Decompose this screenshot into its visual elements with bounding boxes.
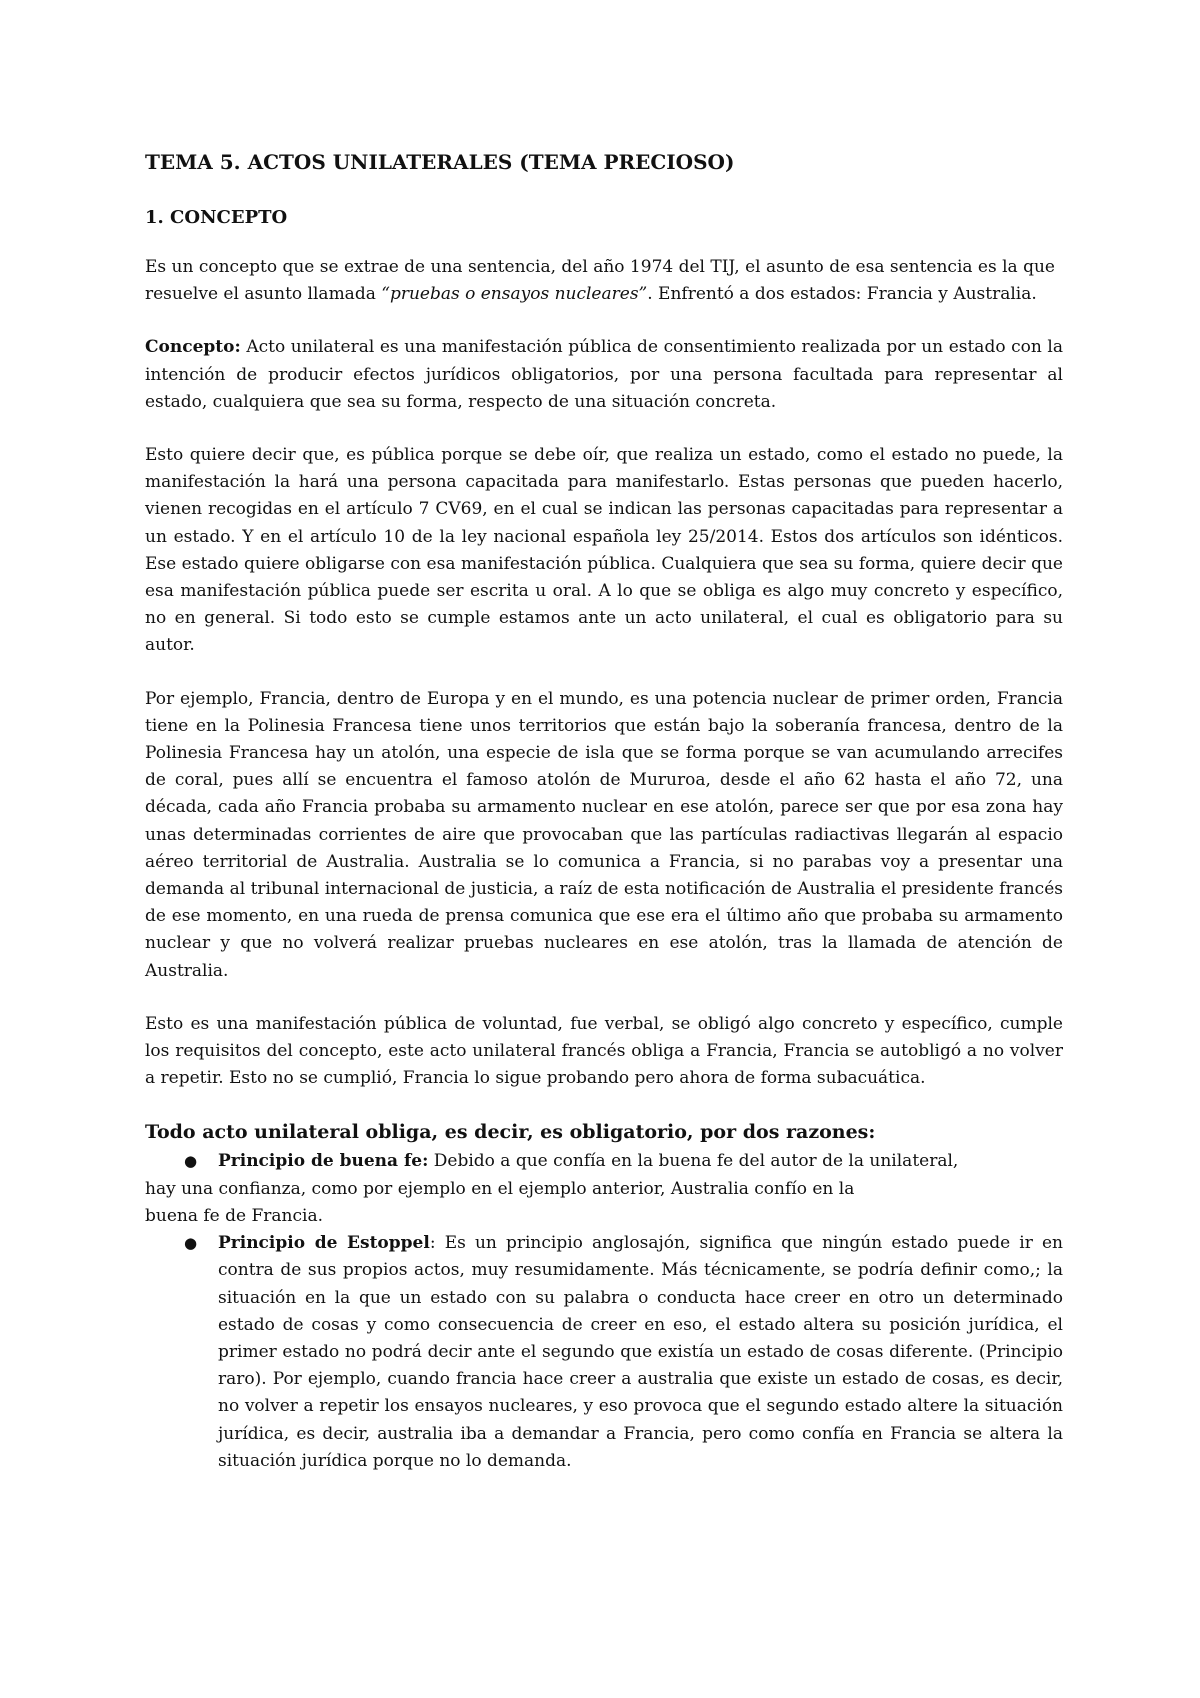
concept-definition: Acto unilateral es una manifestación pública de consentimiento realizada por un estado con la intención de producir efectos jurídicos obligatorios, por una persona facultada para representar al estado, cualquiera que sea su forma, respecto de una situación concreta.: [145, 337, 1063, 412]
concept-paragraph: [145, 334, 1063, 416]
principle-continuation: hay una confianza, como por ejemplo en el ejemplo anterior, Australia confío en la: [145, 1178, 855, 1199]
section-heading: 1. CONCEPTO: [145, 207, 288, 228]
principle-text: : Es un principio anglosajón, significa que ningún estado puede ir en contra de sus propios actos, muy resumidamente. Más técnicamente, se podría definir como,; la situación en la que un estado con su palabra o conducta hace creer en otro un determinado estado de cosas y como consecuencia de creer en eso, el estado altera su posición jurídica, el primer estado no podrá decir ante el segundo que existía un estado de cosas diferente. (Principio raro). Por ejemplo, cuando francia hace creer a australia que existe un estado de cosas, es decir, no volver a repetir los ensayos nucleares, y eso provoca que el segundo estado altere la situación jurídica, es decir, australia iba a demandar a Francia, pero como confía en Francia se altera la situación jurídica porque no lo demanda.: [218, 1233, 1064, 1471]
meaning-paragraph: Esto quiere decir que, es pública porque se debe oír, que realiza un estado, como el estado no puede, la manifestación la hará una persona capacitada para manifestarlo. Estas personas que pueden hacerlo, vienen recogidas en el artículo 7 CV69, en el cual se indican las personas capacitadas para representar a un estado. Y en el artículo 10 de la ley nacional española ley 25/2014. Estos dos artículos son idénticos. Ese estado quiere obligarse con esa manifestación pública. Cualquiera que sea su forma, quiere decir que esa manifestación pública puede ser escrita u oral. A lo que se obliga es algo muy concreto y específico, no en general. Si todo esto se cumple estamos ante un acto unilateral, el cual es obligatorio para su autor.: [145, 445, 1063, 656]
document-title: TEMA 5. ACTOS UNILATERALES (TEMA PRECIOSO): [145, 150, 735, 174]
manifestation-paragraph: Esto es una manifestación pública de voluntad, fue verbal, se obligó algo concreto y específico, cumple los requisitos del concepto, este acto unilateral francés obliga a Francia, Francia se autobligó a no volver a repetir. Esto no se cumplió, Francia lo sigue probando pero ahora de forma subacuática.: [145, 1013, 1063, 1089]
intro-text-start: Es un concepto que se extrae de una sentencia, del año 1974 del TIJ, el asunto de esa sentencia es la que resuelve el asunto llamada: [145, 257, 1055, 305]
principles-list: [145, 1148, 1063, 1474]
bullet-icon: ●: [184, 1152, 198, 1171]
intro-text-end: . Enfrentó a dos estados: Francia y Australia.: [647, 284, 1037, 305]
list-item: [145, 1148, 1063, 1230]
principle-continuation: buena fe de Francia.: [145, 1205, 323, 1226]
example-paragraph: Por ejemplo, Francia, dentro de Europa y en el mundo, es una potencia nuclear de primer orden, Francia tiene en la Polinesia Francesa tiene unos territorios que están bajo la soberanía francesa, dentro de la Polinesia Francesa hay un atolón, una especie de isla que se forma porque se van acumulando arrecifes de coral, pues allí se encuentra el famoso atolón de Mururoa, desde el año 62 hasta el año 72, una década, cada año Francia probaba su armamento nuclear en ese atolón, parece ser que por esa zona hay unas determinadas corrientes de aire que provocaban que las partículas radiactivas llegarán al espacio aéreo territorial de Australia. Australia se lo comunica a Francia, si no parabas voy a presentar una demanda al tribunal internacional de justicia, a raíz de esta notificación de Australia el presidente francés de ese momento, en una rueda de prensa comunica que ese era el último año que probaba su armamento nuclear y que no volverá realizar pruebas nucleares en ese atolón, tras la llamada de atención de Australia.: [145, 688, 1063, 981]
obligation-heading: Todo acto unilateral obliga, es decir, es obligatorio, por dos razones:: [145, 1121, 876, 1144]
case-name: “pruebas o ensayos nucleares”: [381, 284, 648, 305]
intro-paragraph: [145, 254, 1063, 308]
bullet-icon: ●: [184, 1234, 198, 1253]
concept-label: Concepto:: [145, 337, 241, 358]
principle-term: Principio de Estoppel: [218, 1233, 430, 1254]
principle-term: Principio de buena fe:: [218, 1151, 429, 1172]
principle-text: Debido a que confía en la buena fe del autor de la unilateral,: [428, 1151, 959, 1172]
principle-first-line: [145, 1148, 1063, 1175]
list-item: [145, 1230, 1063, 1475]
document-page: [145, 148, 1063, 1475]
